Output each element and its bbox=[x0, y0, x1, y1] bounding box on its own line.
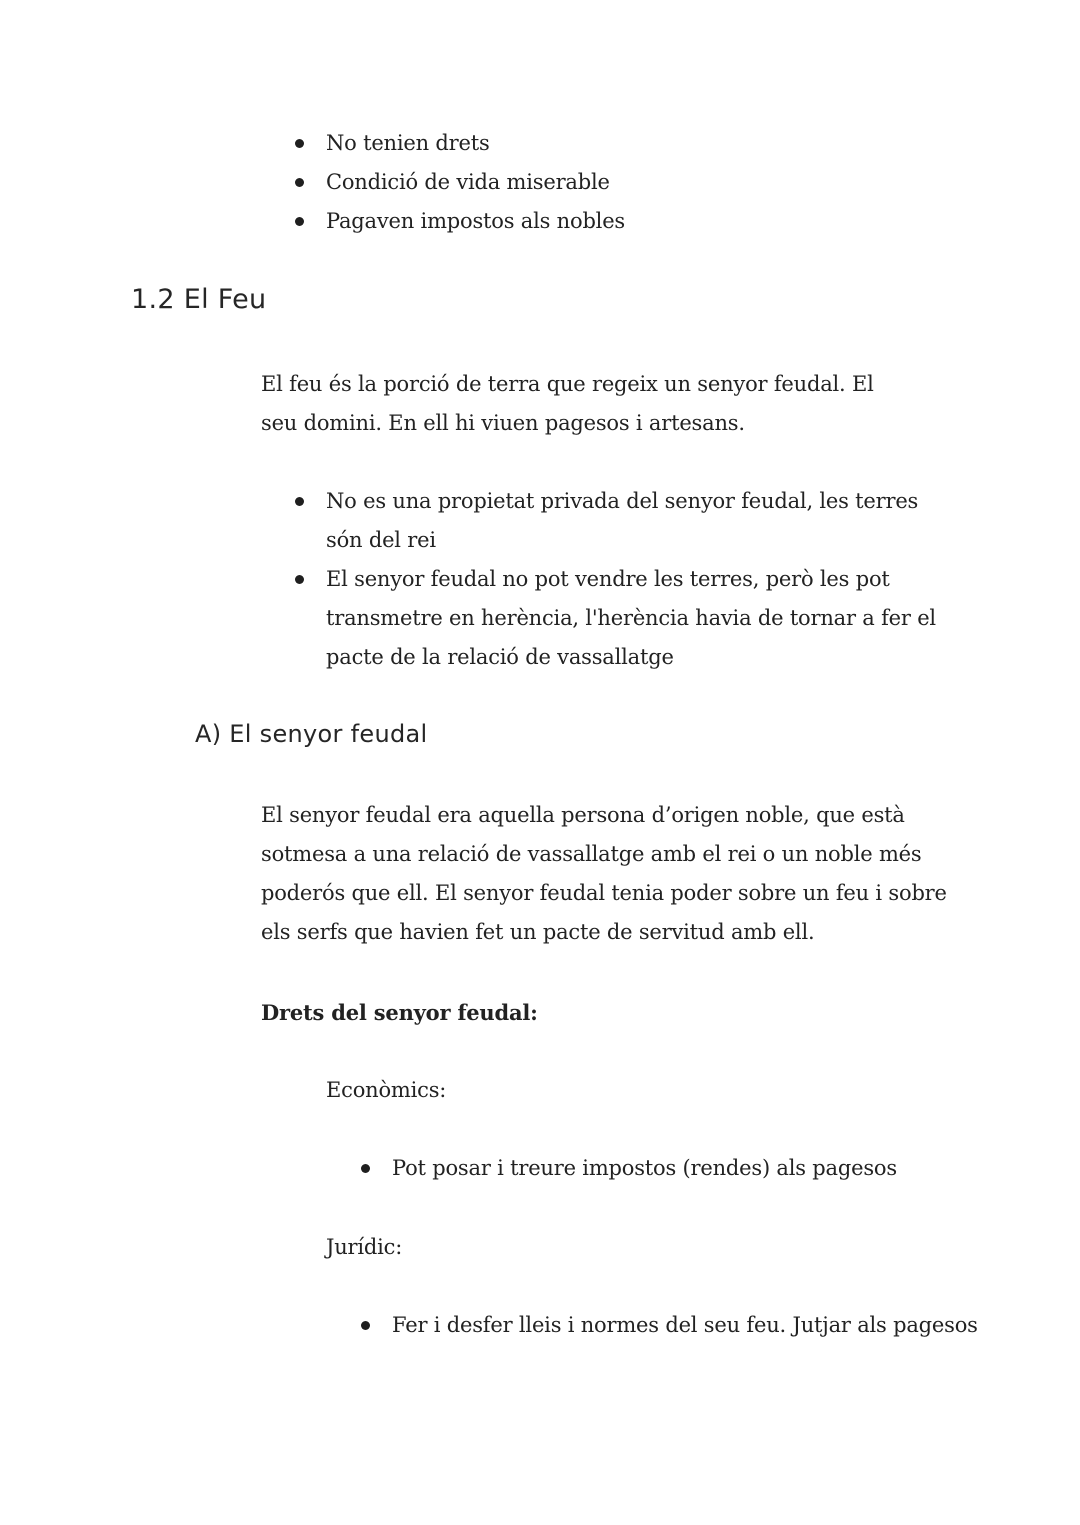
bullet-icon bbox=[361, 1164, 370, 1173]
list-item bbox=[326, 163, 1026, 202]
senyor-feudal-paragraph: El senyor feudal era aquella persona d’origen noble, que està sotmesa a una relació de vassallatge amb el rei o un noble més poderós que ell. El senyor feudal tenia poder sobre un feu i sobre els serfs que havien fet un pacte de servitud amb ell. bbox=[261, 803, 947, 944]
list-item bbox=[326, 202, 1026, 241]
feu-bullet-list bbox=[326, 482, 936, 677]
juridic-rights-list bbox=[392, 1306, 1052, 1345]
bullet-icon bbox=[295, 575, 304, 584]
bullet-icon bbox=[295, 497, 304, 506]
list-item-text: Pot posar i treure impostos (rendes) als pagesos bbox=[392, 1156, 897, 1180]
list-item-text: Pagaven impostos als nobles bbox=[326, 209, 626, 233]
feu-paragraph: El feu és la porció de terra que regeix un senyor feudal. El seu domini. En ell hi viuen pagesos i artesans. bbox=[261, 372, 874, 435]
top-bullet-list bbox=[326, 124, 1026, 241]
list-item bbox=[326, 560, 936, 677]
list-item-text: No es una propietat privada del senyor feudal, les terres són del rei bbox=[326, 489, 919, 552]
list-item-text: Fer i desfer lleis i normes del seu feu. Jutjar als pagesos bbox=[392, 1313, 978, 1337]
rights-heading: Drets del senyor feudal: bbox=[261, 1000, 538, 1025]
list-item-text: El senyor feudal no pot vendre les terres, però les pot transmetre en herència, l'herència havia de tornar a fer el pacte de la relació de vassallatge bbox=[326, 567, 936, 669]
section-heading-senyor-feudal: A) El senyor feudal bbox=[195, 720, 428, 748]
economic-label: Econòmics: bbox=[326, 1078, 447, 1102]
list-item-text: No tenien drets bbox=[326, 131, 490, 155]
bullet-icon bbox=[361, 1321, 370, 1330]
list-item bbox=[326, 482, 936, 560]
bullet-icon bbox=[295, 178, 304, 187]
juridic-label: Jurídic: bbox=[326, 1235, 403, 1259]
list-item-text: Condició de vida miserable bbox=[326, 170, 610, 194]
list-item bbox=[392, 1149, 1012, 1188]
section-heading-feu: 1.2 El Feu bbox=[131, 284, 267, 315]
bullet-icon bbox=[295, 217, 304, 226]
economic-rights-list bbox=[392, 1149, 1012, 1188]
list-item bbox=[392, 1306, 1052, 1345]
list-item bbox=[326, 124, 1026, 163]
bullet-icon bbox=[295, 139, 304, 148]
